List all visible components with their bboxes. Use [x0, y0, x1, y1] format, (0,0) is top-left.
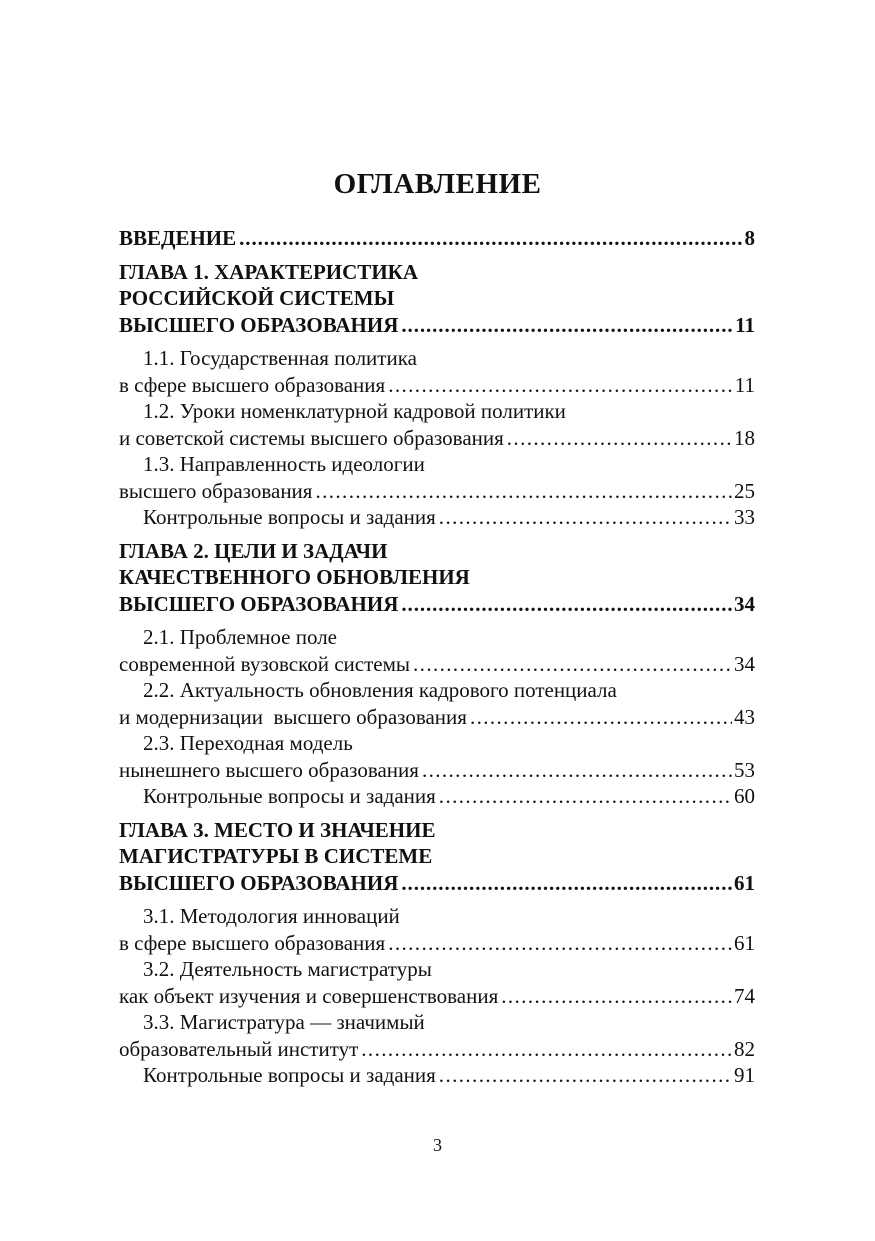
toc-page-number: 61: [734, 870, 755, 895]
toc-leader-line: [119, 930, 755, 957]
toc-page-number: 34: [734, 651, 755, 676]
section-title-line: и советской системы высшего образования: [119, 425, 504, 450]
toc-page-number: 11: [734, 372, 755, 397]
section-title-line: и модернизации высшего образования: [119, 704, 467, 729]
dot-leader: [239, 225, 742, 252]
dot-leader: [470, 704, 732, 731]
toc-section-1-2[interactable]: [119, 398, 755, 451]
toc-chapter-1[interactable]: [119, 259, 755, 339]
chapter-heading-line: ГЛАВА 1. ХАРАКТЕРИСТИКА: [119, 259, 419, 284]
toc-page-number: 60: [734, 784, 755, 808]
toc-section-1-questions[interactable]: [119, 504, 755, 531]
toc-section-2-1[interactable]: [119, 624, 755, 677]
section-title-line: образовательный институт: [119, 1036, 359, 1061]
toc-leader-line: [119, 1036, 755, 1063]
toc-chapter-2[interactable]: [119, 538, 755, 618]
toc-section-3-3[interactable]: [119, 1009, 755, 1062]
section-title-line: в сфере высшего образования: [119, 372, 386, 397]
section-title-line: Контрольные вопросы и задания: [143, 505, 436, 529]
toc-leader-line: [119, 591, 755, 618]
section-title-line: Контрольные вопросы и задания: [143, 784, 436, 808]
dot-leader: [439, 504, 732, 531]
section-title-line: современной вузовской системы: [119, 651, 411, 676]
toc-leader-line: [119, 504, 755, 531]
toc-page-number: 34: [734, 591, 755, 616]
toc-leader-line: [119, 1062, 755, 1089]
dot-leader: [439, 783, 732, 810]
chapter-heading-line: ВЫСШЕГО ОБРАЗОВАНИЯ: [119, 312, 399, 337]
section-title-line: высшего образования: [119, 478, 313, 503]
chapter-heading-line: ГЛАВА 2. ЦЕЛИ И ЗАДАЧИ: [119, 538, 388, 563]
page-number-footer: 3: [433, 1135, 442, 1155]
section-title-line: как объект изучения и совершенствования: [119, 983, 499, 1008]
toc-page-number: 53: [734, 757, 755, 782]
section-title-line: 3.1. Методология инноваций: [143, 904, 400, 928]
dot-leader: [439, 1062, 732, 1089]
dot-leader: [507, 425, 732, 452]
dot-leader: [315, 478, 732, 505]
dot-leader: [401, 870, 732, 897]
chapter-heading-line: ВЫСШЕГО ОБРАЗОВАНИЯ: [119, 870, 399, 895]
dot-leader: [422, 757, 732, 784]
chapter-heading-line: КАЧЕСТВЕННОГО ОБНОВЛЕНИЯ: [119, 565, 470, 589]
toc-page-number: 8: [744, 226, 755, 250]
dot-leader: [388, 930, 732, 957]
section-title-line: 2.2. Актуальность обновления кадрового потенциала: [143, 678, 617, 702]
toc-page-number: 18: [734, 425, 755, 450]
dot-leader: [401, 312, 733, 339]
toc-section-2-questions[interactable]: [119, 783, 755, 810]
toc-leader-line: [119, 704, 755, 731]
toc-leader-line: [119, 225, 755, 252]
toc-section-1-3[interactable]: [119, 451, 755, 504]
toc-page-number: 61: [734, 930, 755, 955]
toc-chapter-3[interactable]: [119, 817, 755, 897]
toc-section-2-3[interactable]: [119, 730, 755, 783]
toc-page-number: 82: [734, 1036, 755, 1061]
toc-entry-title: ВВЕДЕНИЕ: [119, 226, 237, 250]
chapter-heading-line: ВЫСШЕГО ОБРАЗОВАНИЯ: [119, 591, 399, 616]
toc-entry-introduction[interactable]: [119, 225, 755, 252]
section-title-line: в сфере высшего образования: [119, 930, 386, 955]
section-title-line: 2.1. Проблемное поле: [143, 625, 337, 649]
toc-leader-line: [119, 870, 755, 897]
chapter-heading-line: МАГИСТРАТУРЫ В СИСТЕМЕ: [119, 844, 433, 868]
section-title-line: Контрольные вопросы и задания: [143, 1063, 436, 1087]
table-of-contents: [119, 225, 755, 1089]
section-title-line: 1.3. Направленность идеологии: [143, 452, 425, 476]
toc-section-2-2[interactable]: [119, 677, 755, 730]
toc-leader-line: [119, 783, 755, 810]
toc-leader-line: [119, 651, 755, 678]
dot-leader: [501, 983, 732, 1010]
dot-leader: [361, 1036, 732, 1063]
toc-page-number: 33: [734, 505, 755, 529]
toc-leader-line: [119, 312, 755, 339]
toc-leader-line: [119, 372, 755, 399]
toc-leader-line: [119, 425, 755, 452]
toc-section-3-2[interactable]: [119, 956, 755, 1009]
section-title-line: 1.1. Государственная политика: [143, 346, 417, 370]
section-title-line: 3.2. Деятельность магистратуры: [143, 957, 432, 981]
section-title-line: нынешнего высшего образования: [119, 757, 419, 782]
page-title: ОГЛАВЛЕНИЕ: [333, 168, 542, 200]
toc-leader-line: [119, 757, 755, 784]
toc-page-number: 91: [734, 1063, 755, 1087]
chapter-heading-line: ГЛАВА 3. МЕСТО И ЗНАЧЕНИЕ: [119, 817, 436, 842]
toc-section-1-1[interactable]: [119, 345, 755, 398]
toc-leader-line: [119, 983, 755, 1010]
section-title-line: 1.2. Уроки номенклатурной кадровой политики: [143, 399, 566, 423]
chapter-heading-line: РОССИЙСКОЙ СИСТЕМЫ: [119, 286, 395, 310]
toc-page-number: 25: [734, 478, 755, 503]
toc-page-number: 74: [734, 983, 755, 1008]
section-title-line: 2.3. Переходная модель: [143, 731, 353, 755]
toc-page-number: 11: [735, 312, 755, 337]
toc-leader-line: [119, 478, 755, 505]
dot-leader: [401, 591, 732, 618]
dot-leader: [413, 651, 732, 678]
dot-leader: [388, 372, 733, 399]
section-title-line: 3.3. Магистратура — значимый: [143, 1010, 425, 1034]
toc-section-3-questions[interactable]: [119, 1062, 755, 1089]
toc-page-number: 43: [734, 704, 755, 729]
toc-section-3-1[interactable]: [119, 903, 755, 956]
